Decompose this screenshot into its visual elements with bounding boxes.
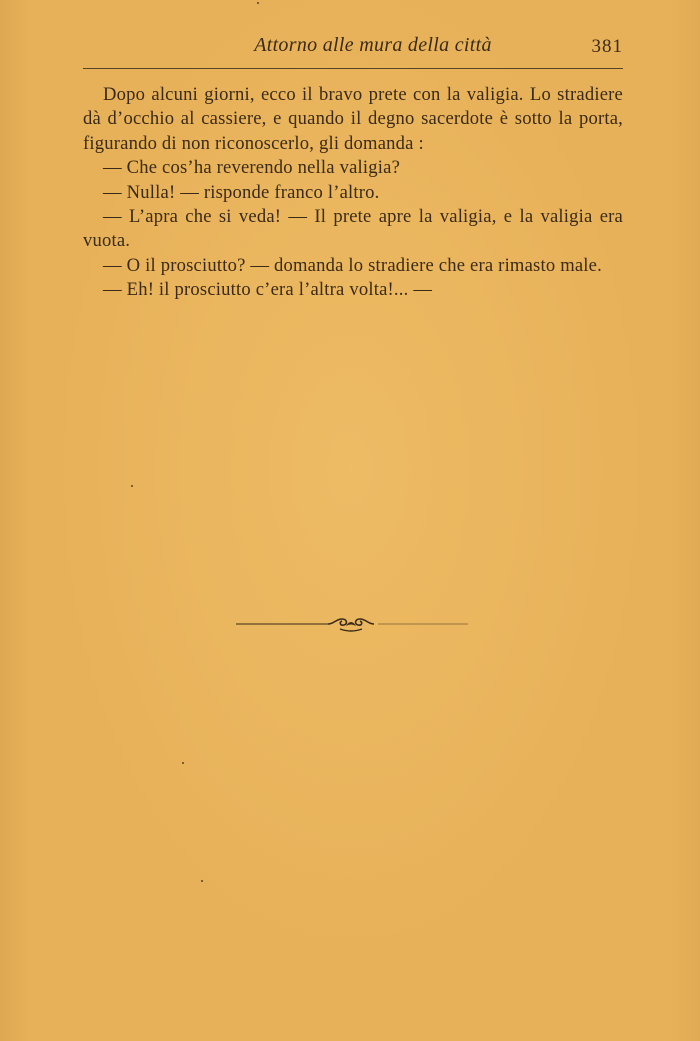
paragraph: — O il prosciutto? — domanda lo stradiere che era rimasto male.: [103, 254, 602, 276]
paper-speck: [257, 2, 259, 4]
body-text: [83, 83, 623, 303]
tailpiece-fleuron-icon: [236, 614, 468, 634]
paragraph: Dopo alcuni giorni, ecco il bravo prete con la valigia. Lo stradiere dà d’occhio al cassiere, e quando il degno sacerdote è sotto la porta, figurando di non riconoscerlo, gli domanda :: [83, 84, 623, 154]
paragraph: — Eh! il prosciutto c’era l’altra volta!... —: [103, 279, 433, 301]
paragraph: — Che cos’ha reverendo nella valigia?: [103, 157, 401, 179]
running-head: [83, 34, 623, 69]
paper-speck: [131, 485, 133, 487]
paragraph: — Nulla! — risponde franco l’altro.: [103, 181, 380, 203]
paragraph: — L’apra che si veda! — Il prete apre la valigia, e la valigia era vuota.: [83, 206, 623, 252]
paper-speck: [201, 880, 203, 882]
page-number: 381: [591, 36, 623, 57]
running-title: Attorno alle mura della città: [254, 34, 492, 56]
paper-speck: [182, 762, 184, 764]
